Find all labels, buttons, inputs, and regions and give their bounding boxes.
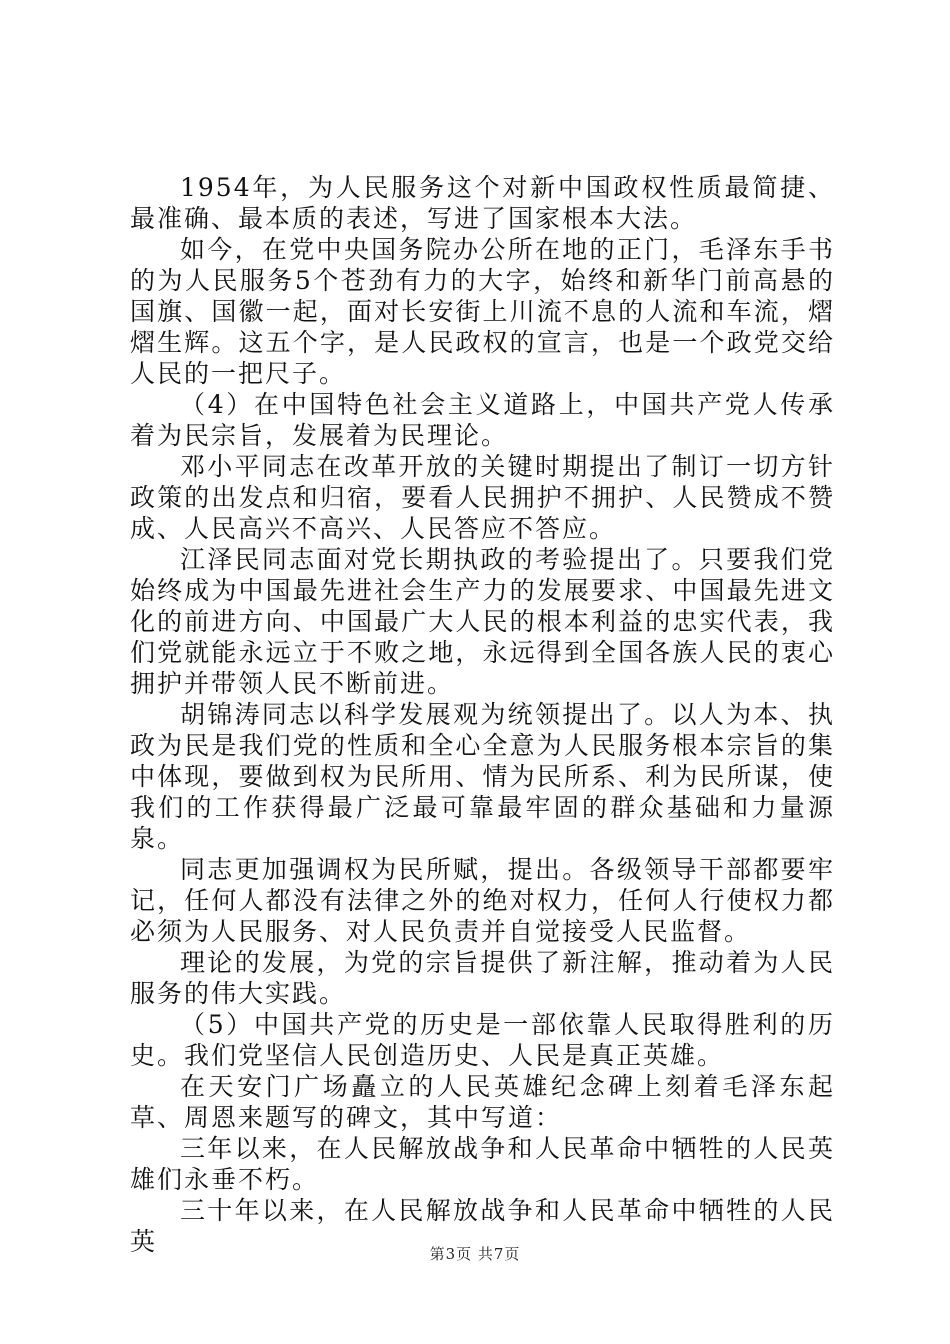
paragraph-7: 同志更加强调权为民所赋，提出。各级领导干部都要牢记，任何人都没有法律之外的绝对权力，任何人行使权力都必须为人民服务、对人民负责并自觉接受人民监督。 xyxy=(130,855,835,946)
document-body xyxy=(130,172,835,1257)
paragraph-4: 邓小平同志在改革开放的关键时期提出了制订一切方针政策的出发点和归宿，要看人民拥护不拥护、人民赞成不赞成、人民高兴不高兴、人民答应不答应。 xyxy=(130,452,835,543)
paragraph-5: 江泽民同志面对党长期执政的考验提出了。只要我们党始终成为中国最先进社会生产力的发展要求、中国最先进文化的前进方向、中国最广大人民的根本利益的忠实代表，我们党就能永远立于不败之地，永远得到全国各族人民的衷心拥护并带领人民不断前进。 xyxy=(130,545,835,698)
paragraph-12: 三十年以来，在人民解放战争和人民革命中牺牲的人民英 xyxy=(130,1196,835,1256)
paragraph-10: 在天安门广场矗立的人民英雄纪念碑上刻着毛泽东起草、周恩来题写的碑文，其中写道： xyxy=(130,1072,835,1132)
paragraph-11: 三年以来，在人民解放战争和人民革命中牺牲的人民英雄们永垂不朽。 xyxy=(130,1134,835,1194)
paragraph-9: （5）中国共产党的历史是一部依靠人民取得胜利的历史。我们党坚信人民创造历史、人民是真正英雄。 xyxy=(130,1010,835,1070)
page-number-footer: 第3页 共7页 xyxy=(429,1245,521,1263)
paragraph-8: 理论的发展，为党的宗旨提供了新注解，推动着为人民服务的伟大实践。 xyxy=(130,948,835,1008)
paragraph-2: 如今，在党中央国务院办公所在地的正门，毛泽东手书的为人民服务5个苍劲有力的大字，始终和新华门前高悬的国旗、国徽一起，面对长安街上川流不息的人流和车流，熠熠生辉。这五个字，是人民政权的宣言，也是一个政党交给人民的一把尺子。 xyxy=(130,235,835,388)
paragraph-6: 胡锦涛同志以科学发展观为统领提出了。以人为本、执政为民是我们党的性质和全心全意为人民服务根本宗旨的集中体现，要做到权为民所用、情为民所系、利为民所谋，使我们的工作获得最广泛最可靠最牢固的群众基础和力量源泉。 xyxy=(130,700,835,853)
paragraph-1: 1954年，为人民服务这个对新中国政权性质最简捷、最准确、最本质的表述，写进了国家根本大法。 xyxy=(130,173,835,233)
paragraph-3: （4）在中国特色社会主义道路上，中国共产党人传承着为民宗旨，发展着为民理论。 xyxy=(130,390,835,450)
